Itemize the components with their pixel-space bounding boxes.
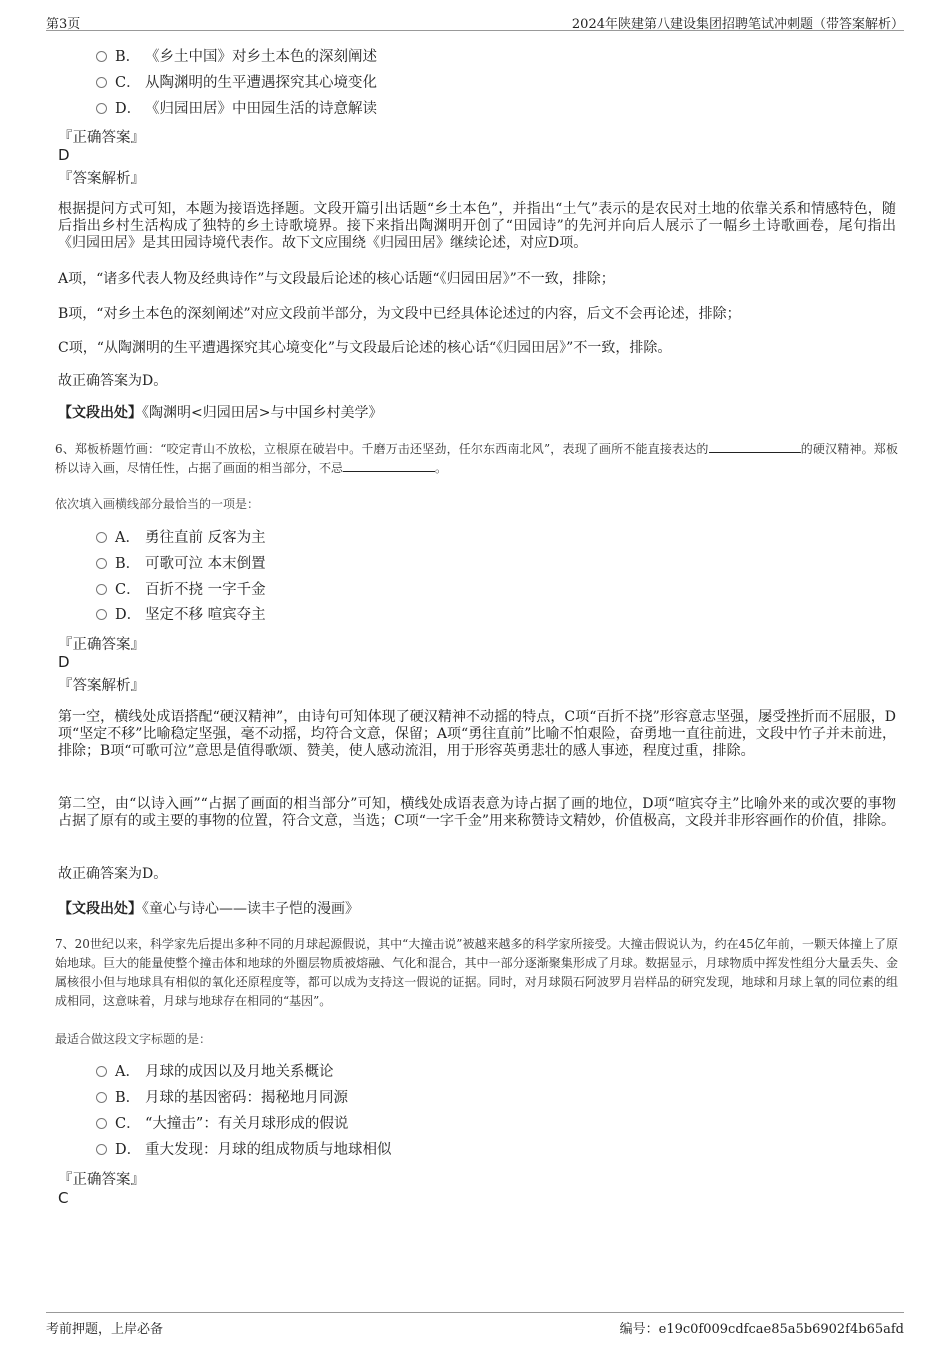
q5-option-b[interactable]: B． 《乡土中国》对乡土本色的深刻阐述 bbox=[96, 47, 377, 67]
radio-icon[interactable] bbox=[96, 609, 107, 620]
q7-option-b[interactable]: B． 月球的基因密码：揭秘地月同源 bbox=[96, 1088, 348, 1108]
document-code: 编号：e19c0f009cdfcae85a5b6902f4b65afd bbox=[619, 1322, 904, 1337]
radio-icon[interactable] bbox=[96, 51, 107, 62]
q7-option-d[interactable]: D． 重大发现：月球的组成物质与地球相似 bbox=[96, 1140, 392, 1160]
q5-source: 【文段出处】《陶渊明<归园田居>与中国乡村美学》 bbox=[58, 405, 383, 421]
q6-option-c[interactable]: C． 百折不挠 一字千金 bbox=[96, 580, 266, 600]
q7-answer-label: 『正确答案』 bbox=[58, 1172, 145, 1188]
q6-option-a[interactable]: A． 勇往直前 反客为主 bbox=[96, 528, 266, 548]
q7-answer: C bbox=[58, 1189, 69, 1207]
q5-analysis-para: 根据提问方式可知，本题为接语选择题。文段开篇引出话题“乡土本色”，并指出“土气”表示的是农民对土地的依靠关系和情感特色，随后指出乡村生活构成了独特的乡土诗歌境界。接下来指出陶渊明开创了“田园诗”的先河并向后人展示了一幅乡土诗歌画卷，尾句指出《归园田居》是其田园诗境代表作。故下文应围绕《归园田居》继续论述，对应D项。 bbox=[58, 201, 896, 251]
q7-question-text: 7、20世纪以来，科学家先后提出多种不同的月球起源假说，其中“大撞击说”被越来越多的科学家所接受。大撞击假说认为，约在45亿年前，一颗天体撞上了原始地球。巨大的能量使整个撞击体和地球的外圈层物质被熔融、气化和混合，其中一部分逐渐聚集形成了月球。数据显示，月球物质中挥发性组分大量丢失、金属核很小但与地球具有相似的氧化还原程度等，都可以成为支持这一假说的证据。同时，对月球陨石阿波罗月岩样品的研究发现，地球和月球上氧的同位素的组成相同，这意味着，月球与地球存在相同的“基因”。 bbox=[55, 937, 898, 1008]
fill-blank bbox=[343, 461, 435, 472]
q7-option-a[interactable]: A． 月球的成因以及月地关系概论 bbox=[96, 1062, 334, 1082]
q5-analysis-para: 故正确答案为D。 bbox=[58, 373, 168, 389]
radio-icon[interactable] bbox=[96, 532, 107, 543]
document-title: 2024年陕建第八建设集团招聘笔试冲刺题（带答案解析） bbox=[571, 17, 904, 32]
radio-icon[interactable] bbox=[96, 103, 107, 114]
fill-blank bbox=[709, 442, 801, 453]
q6-question-text: 6、郑板桥题竹画：“咬定青山不放松，立根原在破岩中。千磨万击还坚劲，任尔东西南北风”，表现了画所不能直接表达的 的硬汉精神。郑板桥以诗入画，尽情任性，占据了画面的相当部分，不忌 。 bbox=[55, 442, 898, 475]
page-footer bbox=[46, 1312, 904, 1337]
q6-answer-label: 『正确答案』 bbox=[58, 637, 145, 653]
q6-analysis-label: 『答案解析』 bbox=[58, 678, 145, 694]
q7-prompt: 最适合做这段文字标题的是： bbox=[55, 1032, 212, 1046]
q5-analysis-para: C项，“从陶渊明的生平遭遇探究其心境变化”与文段最后论述的核心话“《归园田居》”不一致，排除。 bbox=[58, 340, 672, 356]
radio-icon[interactable] bbox=[96, 1066, 107, 1077]
q5-analysis-para: A项，“诸多代表人物及经典诗作”与文段最后论述的核心话题“《归园田居》”不一致，排除； bbox=[58, 271, 615, 287]
q6-analysis-para: 第一空，横线处成语搭配“硬汉精神”，由诗句可知体现了硬汉精神不动摇的特点，C项“百折不挠”形容意志坚强，屡受挫折而不屈服，D项“坚定不移”比喻稳定坚强，毫不动摇，均符合文意，保留；A项“勇往直前”比喻不怕艰险，奋勇地一直往前进，文段中竹子并未前进，排除；B项“可歌可泣”意思是值得歌颂、赞美，使人感动流泪，用于形容英勇悲壮的感人事迹，程度过重，排除。 bbox=[58, 709, 896, 759]
q5-analysis-para: B项，“对乡土本色的深刻阐述”对应文段前半部分，为文段中已经具体论述过的内容，后文不会再论述，排除； bbox=[58, 306, 741, 322]
radio-icon[interactable] bbox=[96, 1092, 107, 1103]
footer-slogan: 考前押题，上岸必备 bbox=[46, 1322, 164, 1337]
radio-icon[interactable] bbox=[96, 1144, 107, 1155]
radio-icon[interactable] bbox=[96, 584, 107, 595]
q6-analysis-para: 第二空，由“以诗入画”“占据了画面的相当部分”可知，横线处成语表意为诗占据了画的地位，D项“喧宾夺主”比喻外来的或次要的事物占据了原有的或主要的事物的位置，符合文意，当选；C项“一字千金”用来称赞诗文精妙，价值极高，文段并非形容画作的价值，排除。 bbox=[58, 796, 896, 829]
q6-answer: D bbox=[58, 653, 70, 671]
q6-option-b[interactable]: B． 可歌可泣 本末倒置 bbox=[96, 554, 266, 574]
q7-option-c[interactable]: C． “大撞击”：有关月球形成的假说 bbox=[96, 1114, 348, 1134]
radio-icon[interactable] bbox=[96, 558, 107, 569]
q6-prompt: 依次填入画横线部分最恰当的一项是： bbox=[55, 497, 260, 511]
q5-answer: D bbox=[58, 146, 70, 164]
q6-analysis-para: 故正确答案为D。 bbox=[58, 866, 168, 882]
radio-icon[interactable] bbox=[96, 77, 107, 88]
q5-answer-label: 『正确答案』 bbox=[58, 130, 145, 146]
radio-icon[interactable] bbox=[96, 1118, 107, 1129]
q5-option-d[interactable]: D． 《归园田居》中田园生活的诗意解读 bbox=[96, 99, 377, 119]
q5-option-c[interactable]: C． 从陶渊明的生平遭遇探究其心境变化 bbox=[96, 73, 377, 93]
q5-analysis-label: 『答案解析』 bbox=[58, 171, 145, 187]
page-header bbox=[46, 10, 904, 31]
q6-source: 【文段出处】《童心与诗心——读丰子恺的漫画》 bbox=[58, 901, 359, 917]
page-number: 第3页 bbox=[46, 17, 81, 32]
q6-option-d[interactable]: D． 坚定不移 喧宾夺主 bbox=[96, 605, 266, 625]
